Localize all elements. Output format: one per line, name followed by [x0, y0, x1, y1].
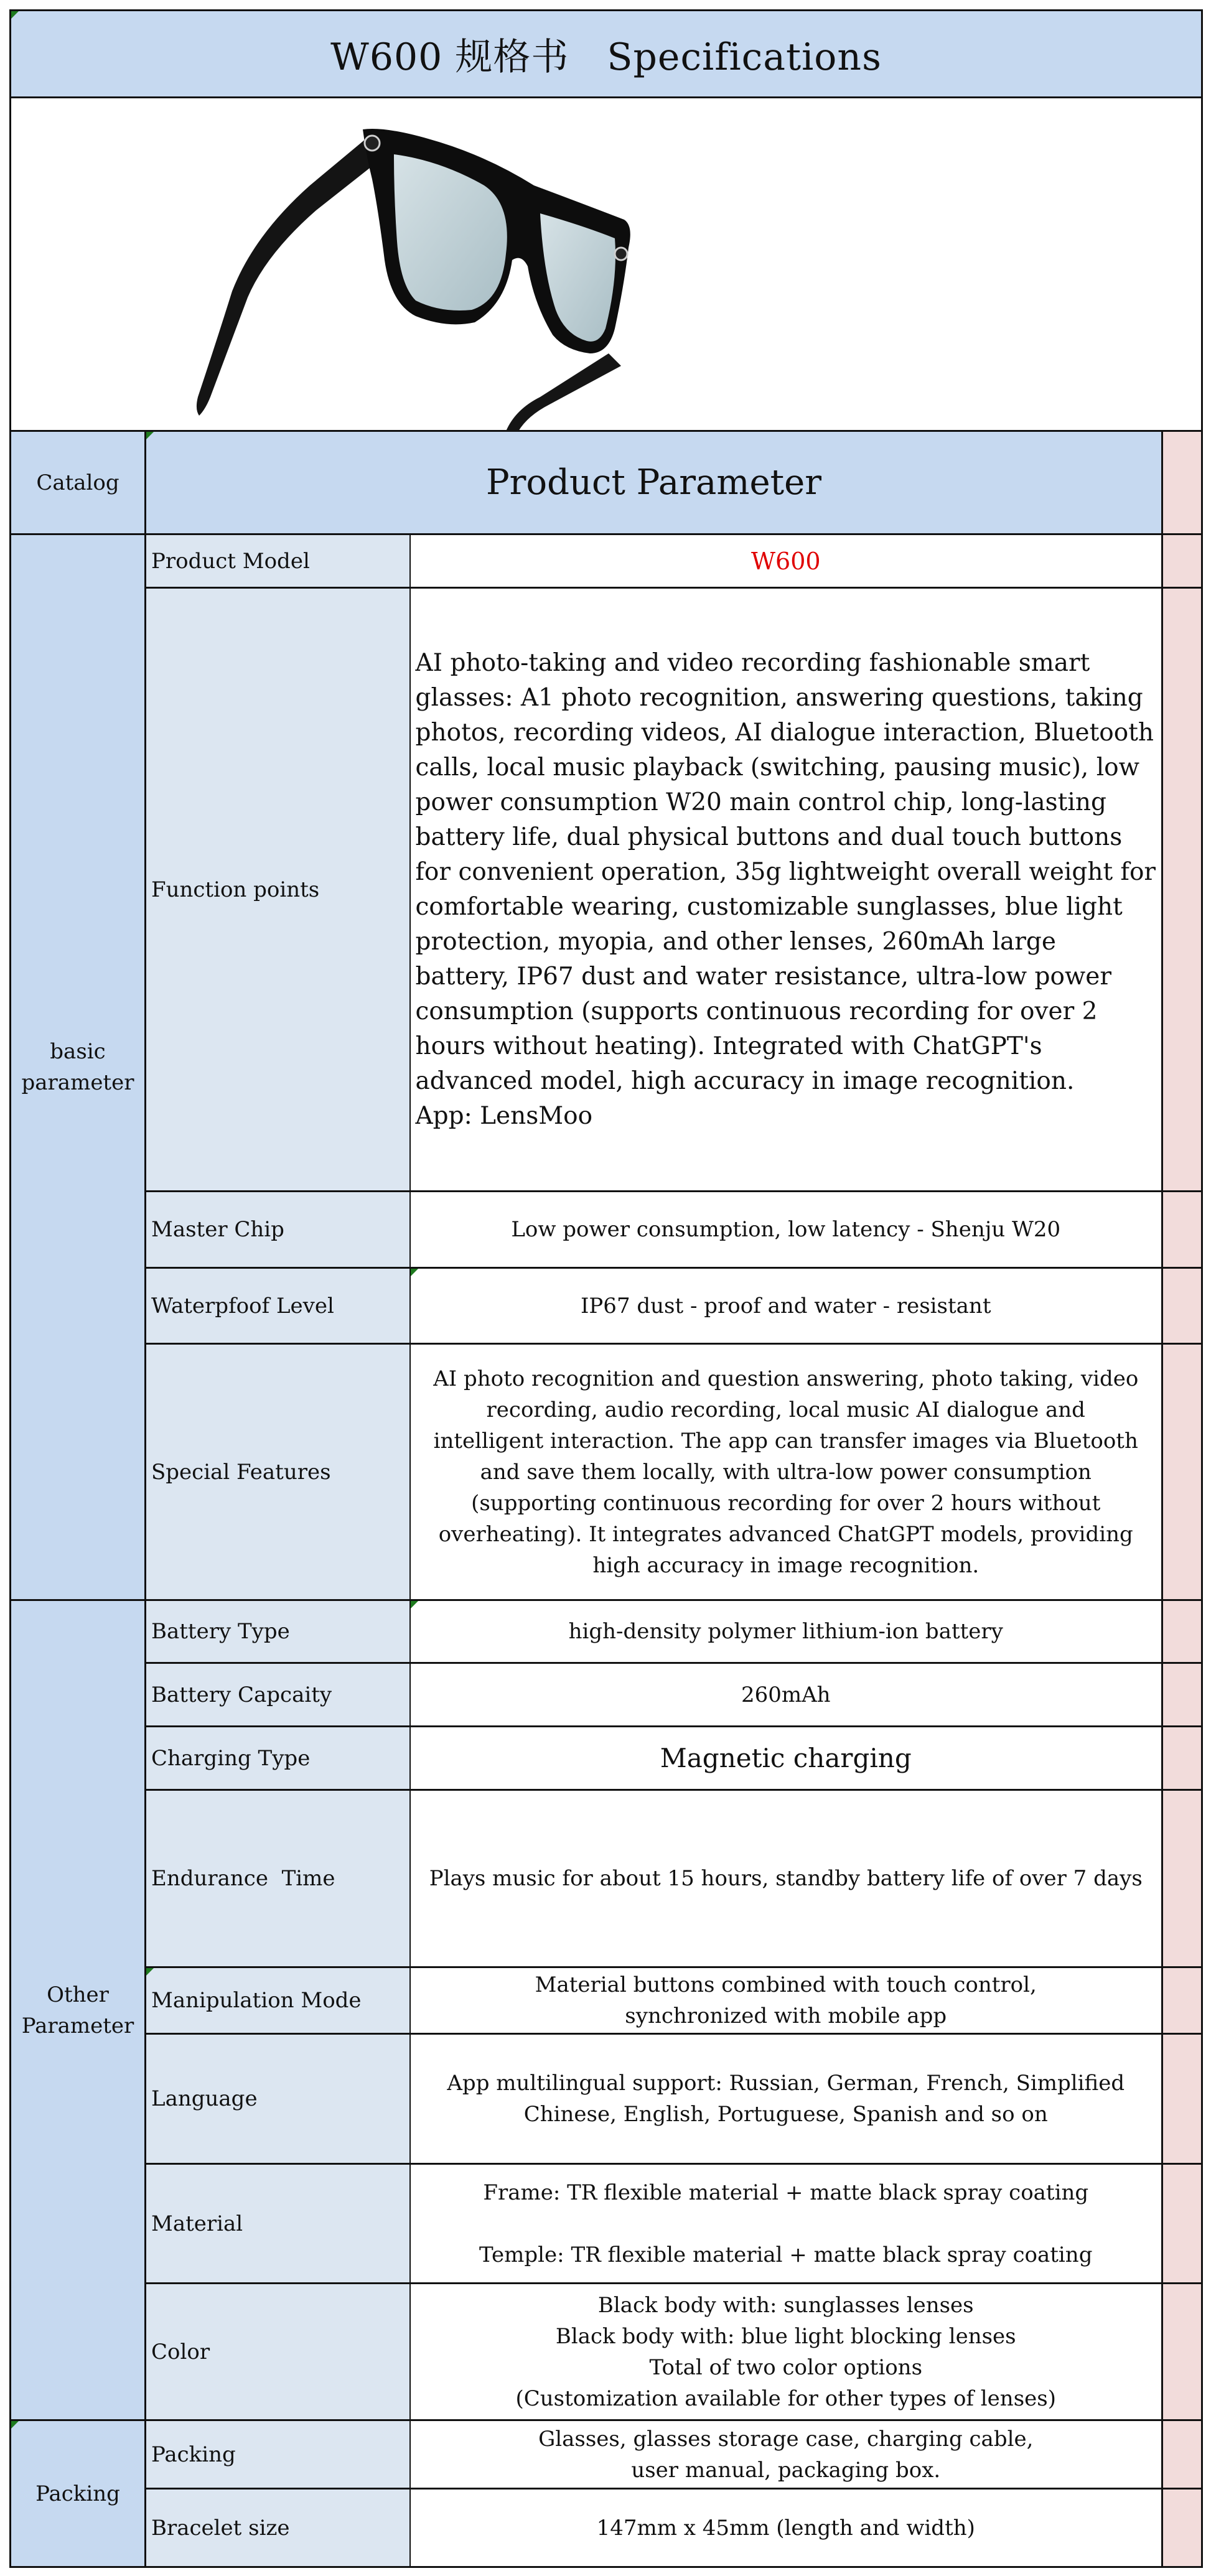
section-title — [146, 431, 1162, 534]
side-cell — [1162, 1663, 1202, 1727]
catalog-label: Catalog — [11, 431, 146, 534]
cell-marker-icon — [411, 1601, 418, 1608]
function-points-value: AI photo-taking and video recording fashionable smart glasses: A1 photo recognition, answering questions, taking photos, recording videos, AI dialogue interaction, Bluetooth calls, local music playback (switching, pausing music), low power consumption W20 main control chip, long-lasting battery life, dual physical buttons and dual touch buttons for convenient operation, 35g lightweight overall weight for comfortable wearing, customizable sunglasses, blue light protection, myopia, and other lenses, 260mAh large battery, IP67 dust and water resistance, ultra-low power consumption (supports continuous recording for over 2 hours without heating). Integrated with ChatGPT's advanced model, high accuracy in image recognition. App: LensMoo — [410, 588, 1162, 1192]
row-value: 260mAh — [410, 1663, 1162, 1727]
row-value: Black body with: sunglasses lenses Black body with: blue light blocking lenses Total of two color options (Customization available for other types of lenses) — [410, 2284, 1162, 2420]
group-basic-parameter: basic parameter — [11, 534, 146, 1600]
row-label: Battery Capcaity — [146, 1663, 410, 1727]
side-cell — [1162, 588, 1202, 1192]
side-cell — [1162, 1600, 1202, 1663]
table-row — [11, 2489, 1202, 2567]
row-label: Bracelet size — [146, 2489, 410, 2567]
row-value: Glasses, glasses storage case, charging cable, user manual, packaging box. — [410, 2420, 1162, 2489]
row-label: Material — [146, 2164, 410, 2284]
table-row — [11, 1727, 1202, 1790]
row-label: Color — [146, 2284, 410, 2420]
smart-glasses-image — [161, 105, 671, 431]
row-value: AI photo recognition and question answering, photo taking, video recording, audio recording, local music AI dialogue and intelligent interaction. The app can transfer images via Bluetooth and save them locally, with ultra-low power consumption (supporting continuous recording for over 2 hours without overheating). It integrates advanced ChatGPT models, providing high accuracy in image recognition. — [410, 1344, 1162, 1600]
cell-marker-icon — [411, 1269, 418, 1276]
row-label: Packing — [146, 2420, 410, 2489]
side-cell — [1162, 1967, 1202, 2034]
side-cell — [1162, 534, 1202, 588]
product-image-cell — [11, 98, 1202, 431]
table-row — [11, 1663, 1202, 1727]
section-title-text: Product Parameter — [485, 462, 822, 503]
row-label: Product Model — [146, 534, 410, 588]
side-cell — [1162, 1268, 1202, 1344]
cell-marker-icon — [11, 11, 19, 19]
spec-table — [9, 9, 1203, 2568]
row-label: Manipulation Mode — [146, 1967, 410, 2034]
row-label: Charging Type — [146, 1727, 410, 1790]
row-label: Function points — [146, 588, 410, 1192]
table-row — [11, 2284, 1202, 2420]
row-value: 147mm x 45mm (length and width) — [410, 2489, 1162, 2567]
cell-marker-icon — [146, 432, 154, 439]
side-cell — [1162, 1192, 1202, 1268]
row-label: Battery Type — [146, 1600, 410, 1663]
row-label: Special Features — [146, 1344, 410, 1600]
row-value: App multilingual support: Russian, German, French, Simplified Chinese, English, Portuguese, Spanish and so on — [410, 2034, 1162, 2164]
group-packing: Packing — [11, 2420, 146, 2567]
spec-sheet — [9, 9, 1201, 2568]
group-other-parameter: Other Parameter — [11, 1600, 146, 2420]
side-cell — [1162, 2489, 1202, 2567]
title-text: W600 规格书 Specifications — [330, 35, 882, 79]
row-value: IP67 dust - proof and water - resistant — [410, 1268, 1162, 1344]
side-cell — [1162, 1790, 1202, 1967]
table-row — [11, 2034, 1202, 2164]
row-value: Plays music for about 15 hours, standby battery life of over 7 days — [410, 1790, 1162, 1967]
table-row — [11, 1600, 1202, 1663]
side-cell — [1162, 431, 1202, 534]
side-cell — [1162, 2164, 1202, 2284]
cell-marker-icon — [11, 2421, 19, 2429]
row-label: Endurance Time — [146, 1790, 410, 1967]
row-label: Waterpfoof Level — [146, 1268, 410, 1344]
cell-marker-icon — [146, 1968, 154, 1976]
row-value: Frame: TR flexible material + matte black spray coating Temple: TR flexible material + matte black spray coating — [410, 2164, 1162, 2284]
side-cell — [1162, 2284, 1202, 2420]
row-value: Magnetic charging — [410, 1727, 1162, 1790]
side-cell — [1162, 2034, 1202, 2164]
table-row — [11, 588, 1202, 1192]
side-cell — [1162, 1344, 1202, 1600]
product-model-value: W600 — [410, 534, 1162, 588]
table-row — [11, 1790, 1202, 1967]
side-cell — [1162, 2420, 1202, 2489]
table-row — [11, 1344, 1202, 1600]
row-label: Language — [146, 2034, 410, 2164]
table-row — [11, 1268, 1202, 1344]
page-title — [11, 11, 1202, 98]
table-row — [11, 1192, 1202, 1268]
row-value: Material buttons combined with touch control, synchronized with mobile app — [410, 1967, 1162, 2034]
row-value: Low power consumption, low latency - Shenju W20 — [410, 1192, 1162, 1268]
table-row — [11, 1967, 1202, 2034]
side-cell — [1162, 1727, 1202, 1790]
row-value: high-density polymer lithium-ion battery — [410, 1600, 1162, 1663]
table-row — [11, 534, 1202, 588]
table-row — [11, 2164, 1202, 2284]
row-label: Master Chip — [146, 1192, 410, 1268]
table-row — [11, 2420, 1202, 2489]
